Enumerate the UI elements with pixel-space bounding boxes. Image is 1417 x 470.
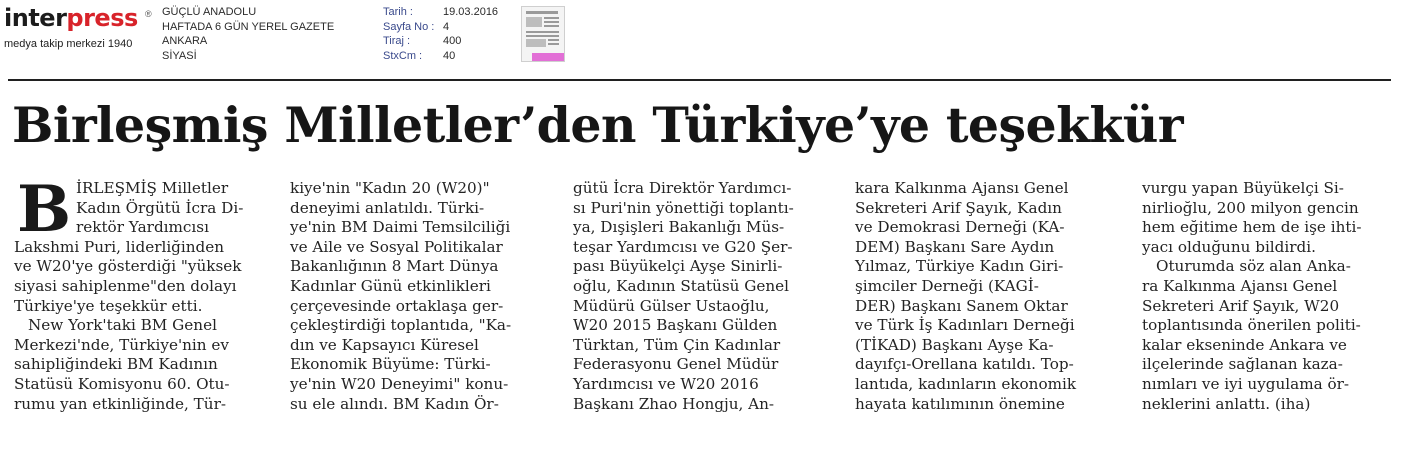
text-line: Müdürü Gülser Ustaoğlu, — [573, 296, 770, 315]
text-line: ye'nin W20 Deneyimi" konu- — [290, 374, 509, 393]
text-line: yacı olduğunu bildirdi. — [1142, 237, 1316, 256]
text-line: çekleştirdiği toplantıda, "Ka- — [290, 316, 512, 335]
text-line: deneyimi anlatıldı. Türki- — [290, 198, 485, 217]
article-column-5 — [1142, 179, 1408, 469]
publication-section: SİYASİ — [162, 49, 197, 62]
text-line: ve Türk İş Kadınları Derneği — [855, 316, 1075, 335]
meta-label: Tiraj : — [383, 35, 411, 47]
logo-wordmark — [4, 4, 138, 32]
text-line: ve W20'ye gösterdiği "yüksek — [14, 257, 242, 276]
text-line: (TİKAD) Başkanı Ayşe Ka- — [855, 335, 1054, 354]
meta-label: Sayfa No : — [383, 20, 435, 33]
text-line: rektör Yardımcısı — [76, 218, 209, 237]
text-line: dayıfçı-Orellana katıldı. Top- — [855, 355, 1074, 374]
text-line: lantıda, kadınların ekonomik — [855, 374, 1077, 393]
article-column-1 — [14, 172, 272, 469]
text-line: ra Kalkınma Ajansı Genel — [1142, 276, 1338, 295]
registered-mark: ® — [145, 9, 152, 19]
article-column-3 — [573, 179, 841, 469]
text-line: hayata katılımının önemine — [855, 394, 1065, 413]
publication-city: ANKARA — [162, 35, 208, 47]
text-line: çerçevesinde ortaklaşa ger- — [290, 296, 504, 315]
text-line: W20 2015 Başkanı Gülden — [573, 316, 778, 335]
text-line: ya, Dışişleri Bakanlığı Müs- — [573, 218, 785, 237]
text-line: teşar Yardımcısı ve G20 Şer- — [573, 237, 793, 256]
article-column-2 — [290, 179, 556, 469]
meta-row-date — [383, 5, 498, 20]
page-thumbnail-icon[interactable] — [521, 6, 565, 62]
text-line: Sekreteri Arif Şayık, Kadın — [855, 198, 1062, 217]
text-line: sahipliğindeki BM Kadının — [14, 355, 218, 374]
text-line: kalar ekseninde Ankara ve — [1142, 335, 1347, 354]
text-line: vurgu yapan Büyükelçi Si- — [1142, 179, 1344, 197]
text-line: DEM) Başkanı Sare Aydın — [855, 237, 1055, 256]
text-line: pası Büyükelçi Ayşe Sinirli- — [573, 257, 783, 276]
text-line: Yılmaz, Türkiye Kadın Giri- — [855, 257, 1064, 276]
text-line: Merkezi'nde, Türkiye'nin ev — [14, 335, 229, 354]
text-line: Oturumda söz alan Anka- — [1156, 257, 1351, 276]
meta-row-page — [383, 20, 498, 35]
text-line: Kadınlar Günü etkinlikleri — [290, 276, 491, 295]
interpress-logo — [4, 4, 154, 52]
article-headline: Birleşmiş Milletler’den Türkiye’ye teşekkür — [12, 96, 1184, 154]
meta-label: Tarih : — [383, 6, 413, 18]
meta-value: 4 — [443, 20, 450, 33]
text-line: Bakanlığının 8 Mart Dünya — [290, 257, 499, 276]
text-line: Başkanı Zhao Hongju, An- — [573, 394, 775, 413]
publication-info — [162, 5, 334, 63]
text-line: Ekonomik Büyüme: Türki- — [290, 355, 491, 374]
publication-frequency: HAFTADA 6 GÜN YEREL GAZETE — [162, 20, 335, 33]
publication-name: GÜÇLÜ ANADOLU — [162, 6, 257, 18]
meta-value: 19.03.2016 — [443, 6, 499, 18]
text-line: Yardımcısı ve W20 2016 — [573, 374, 759, 393]
text-line: sı Puri'nin yönettiği toplantı- — [573, 198, 794, 217]
text-line: ilçelerinde sağlanan kaza- — [1142, 355, 1343, 374]
meta-row-stxcm — [383, 49, 498, 64]
text-line: Sekreteri Arif Şayık, W20 — [1142, 296, 1340, 315]
text-line: gütü İcra Direktör Yardımcı- — [573, 179, 792, 197]
text-line: ye'nin BM Daimi Temsilciliği — [290, 218, 511, 237]
text-line: Federasyonu Genel Müdür — [573, 355, 779, 374]
logo-wordmark-press: press — [66, 4, 138, 32]
text-line: Statüsü Komisyonu 60. Otu- — [14, 374, 230, 393]
text-line: toplantısında önerilen politi- — [1142, 316, 1361, 335]
text-line: Türktan, Tüm Çin Kadınlar — [573, 335, 781, 354]
article-column-4 — [855, 179, 1125, 469]
logo-wordmark-inter: inter — [4, 4, 67, 32]
meta-label: StxCm : — [383, 49, 423, 62]
text-line: şimciler Derneği (KAGİ- — [855, 276, 1039, 295]
meta-row-circulation — [383, 34, 498, 49]
text-line: Lakshmi Puri, liderliğinden — [14, 237, 225, 256]
text-line: dın ve Kapsayıcı Küresel — [290, 335, 479, 354]
text-line: kara Kalkınma Ajansı Genel — [855, 179, 1069, 197]
text-line: nirlioğlu, 200 milyon gencin — [1142, 198, 1359, 217]
text-line: kiye'nin "Kadın 20 (W20)" — [290, 179, 490, 197]
text-line: su ele alındı. BM Kadın Ör- — [290, 394, 499, 413]
text-line: DER) Başkanı Sanem Oktar — [855, 296, 1068, 315]
text-line: ve Demokrasi Derneği (KA- — [855, 218, 1065, 237]
clipping-meta — [383, 5, 498, 63]
meta-value: 400 — [443, 35, 462, 47]
logo-tagline: medya takip merkezi 1940 — [4, 38, 133, 50]
text-line: ve Aile ve Sosyal Politikalar — [290, 237, 503, 256]
text-line: rumu yan etkinliğinde, Tür- — [14, 394, 226, 413]
meta-value: 40 — [443, 49, 456, 62]
text-line: Türkiye'ye teşekkür etti. — [14, 296, 203, 315]
text-line: siyasi sahiplenme"den dolayı — [14, 276, 237, 295]
text-line: Kadın Örgütü İcra Di- — [76, 198, 244, 217]
text-line: oğlu, Kadının Statüsü Genel — [573, 276, 789, 295]
text-line: hem eğitime hem de işe ihti- — [1142, 218, 1362, 237]
text-line: İRLEŞMİŞ Milletler — [76, 179, 229, 197]
text-line: nımları ve iyi uygulama ör- — [1142, 374, 1350, 393]
text-line: neklerini anlattı. (iha) — [1142, 394, 1311, 413]
text-line: New York'taki BM Genel — [28, 316, 217, 335]
drop-cap: B — [17, 172, 72, 247]
header-divider — [8, 79, 1391, 81]
